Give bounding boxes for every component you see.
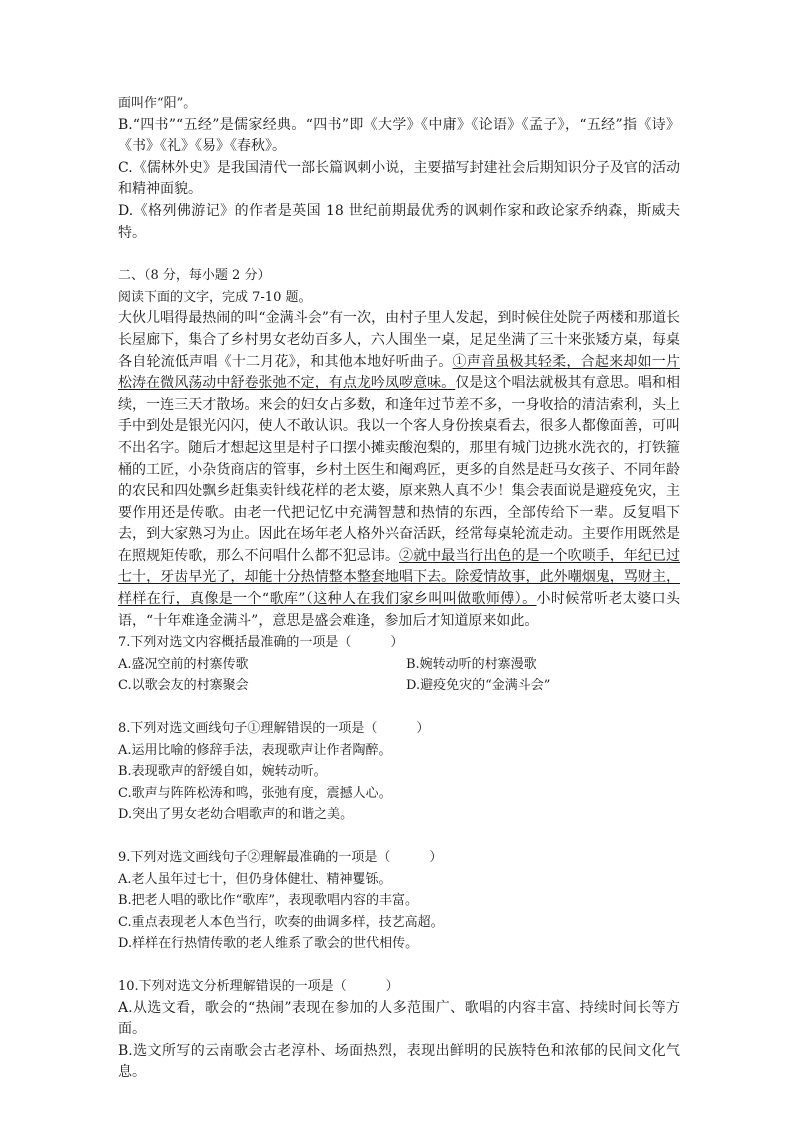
q9-option-c: C.重点表现老人本色当行，吹奏的曲调多样，技艺高超。 [118, 914, 444, 930]
question-7-stem: 7.下列对选文内容概括最准确的一项是（ ） [118, 635, 404, 651]
document-page [118, 93, 680, 1084]
passage-text: 仅是这个唱法就极其有意思。唱和相续，一连三天才散场。来会的妇女占多数，和逢年过节差不多，一身收拾的清洁索利，头上手中到处是银光闪闪，使人不敢认识。我以一个客人身份挨桌看去，很多人都像面善，可叫不出名字。随后才想起这里是村子口摆小摊卖酸泡梨的，那里有城门边挑水洗衣的，打铁箍桶的工匠，小杂货商店的管事，乡村土医生和阉鸡匠，更多的自然是赶马女孩子、不同年龄的农民和四处飘乡赶集卖针线花样的老太婆，原来熟人真不少！集会表面说是避疫免灾，主要作用还是传歌。由老一代把记忆中充满智慧和热情的东西，全部传给下一辈。反复唱下去，到大家熟习为止。因此在场年老人格外兴奋活跃，经常每桌轮流走动。主要作用既然是在照规矩传歌，那么不问唱什么都不犯忌讳。 [118, 375, 681, 564]
question-7-options [118, 654, 680, 697]
q10-option-b: B.选文所写的云南歌会古老淳朴、场面热烈，表现出鲜明的民族特色和浓郁的民间文化气息。 [118, 1042, 680, 1081]
q9-option-d: D.样样在行热情传歌的老人维系了歌会的世代相传。 [118, 936, 419, 952]
q8-option-c: C.歌声与阵阵松涛和鸣，张弛有度，震撼人心。 [118, 785, 392, 801]
q7-option-a: A.盛况空前的村寨传歌 [118, 656, 249, 672]
question-9-stem: 9.下列对选文画线句子②理解最准确的一项是（ ） [118, 850, 443, 865]
spacer [118, 826, 680, 847]
prev-option-a-continuation: 面叫作“阳”。 [118, 96, 197, 111]
spacer [118, 955, 680, 976]
prev-option-b: B.“四书”“五经”是儒家经典。“四书”即《大学》《中庸》《论语》《孟子》，“五经”指《诗》《书》《礼》《易》《春秋》。 [118, 116, 680, 155]
q8-option-d: D.突出了男女老幼合唱歌声的和谐之美。 [118, 807, 354, 823]
q9-option-a: A.老人虽年过七十，但仍身体健壮、精神矍铄。 [118, 871, 392, 887]
section-instruction: 阅读下面的文字，完成 7-10 题。 [118, 289, 312, 305]
reading-passage [118, 308, 680, 632]
question-10-stem: 10.下列对选文分析理解错误的一项是（ ） [118, 978, 399, 994]
underlined-sentence-1: ①声音虽极其轻柔，合起来却如一片松涛在微风荡动中舒卷张弛不定，有点龙吟凤哕意味。 [118, 353, 681, 392]
passage-text: 大伙儿唱得最热闹的叫“金满斗会”有一次，由村子里人发起，到时候住处院子两楼和那道长长屋廊下，集合了乡村男女老幼百多人，六人围坐一桌，足足坐满了三十来张矮方桌，每桌各自轮流低声唱《十二月花》，和其他本地好听曲子。 [118, 310, 680, 370]
section-header: 二、（8 分，每小题 2 分） [118, 268, 271, 284]
question-8-stem: 8.下列对选文画线句子①理解错误的一项是（ ） [118, 721, 430, 737]
q9-option-b: B.把老人唱的歌比作“歌库”，表现歌唱内容的丰富。 [118, 893, 418, 909]
spacer [118, 697, 680, 718]
underlined-sentence-2: ②就中最当行出色的是一个吹唢手，年纪已过七十，牙齿早光了，却能十分热情整本整套地唱下去。除爱情故事，此外嘲烟鬼，骂财主，样样在行，真像是一个“歌库”（这种人在我们家乡叫叫做歌师傅）。 [118, 547, 681, 608]
q7-option-b: B.婉转动听的村寨漫歌 [406, 656, 537, 672]
prev-option-c: C.《儒林外史》是我国清代一部长篇讽刺小说，主要描写封建社会后期知识分子及官的活动和精神面貌。 [118, 159, 680, 198]
spacer [118, 244, 680, 265]
prev-option-d: D.《格列佛游记》的作者是英国 18 世纪前期最优秀的讽刺作家和政论家乔纳森，斯威夫特。 [118, 202, 680, 241]
q7-option-c: C.以歌会友的村寨聚会 [118, 678, 249, 694]
q10-option-a: A.从选文看，歌会的“热闹”表现在参加的人多范围广、歌唱的内容丰富、持续时间长等方面。 [118, 999, 680, 1038]
q7-option-d: D.避疫免灾的“金满斗会” [406, 678, 551, 694]
passage-text: 小时候常听老太婆口头语，“十年难逢金满斗”，意思是盛会难逢，参加后才知道原来如此。 [118, 591, 680, 629]
q8-option-a: A.运用比喻的修辞手法，表现歌声让作者陶醉。 [118, 742, 392, 758]
q8-option-b: B.表现歌声的舒缓自如，婉转动听。 [118, 764, 327, 780]
